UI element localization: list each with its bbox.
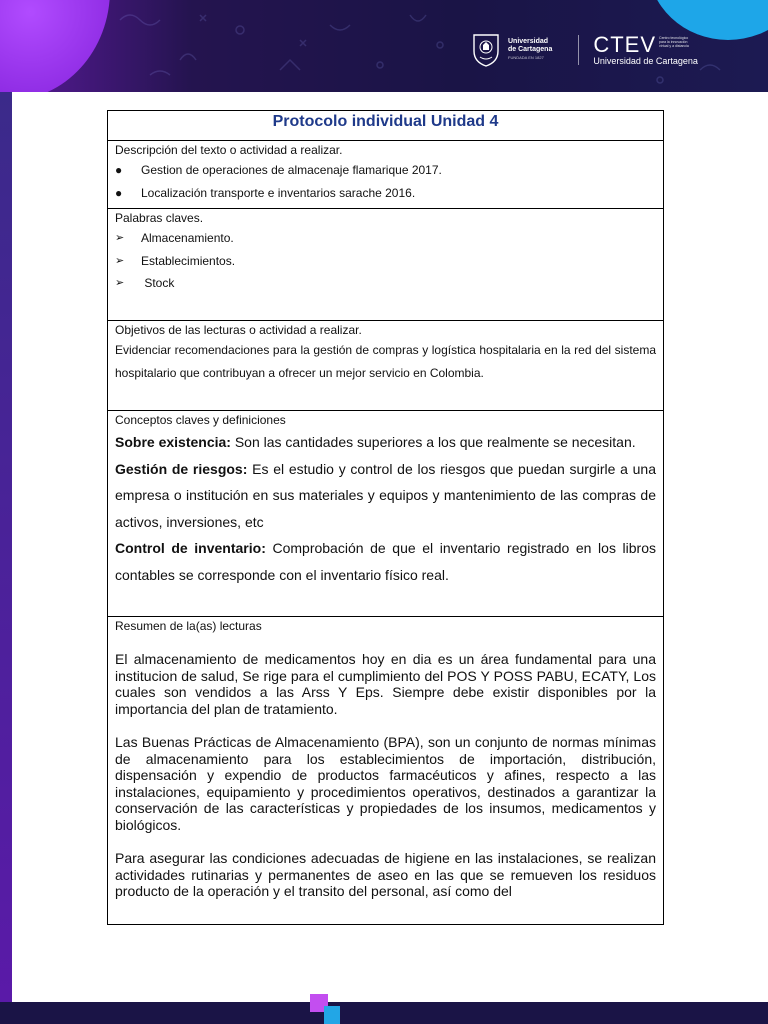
conceptos-section	[108, 411, 664, 617]
logo-divider	[578, 35, 579, 65]
university-seal-icon	[470, 33, 502, 67]
resumen-paragraph: Para asegurar las condiciones adecuadas de higiene en las instalaciones, se realizan actividades rutinarias y permanentes de aseo en las que se remueven los residuos producto de la operación y el transito del personal, así como del	[115, 850, 656, 900]
conceptos-label: Conceptos claves y definiciones	[115, 413, 286, 427]
list-item: ➢ Almacenamiento.	[115, 227, 656, 250]
ctev-description: Centro tecnológico para la innovación virtual y a distancia	[659, 36, 689, 48]
udc-motto: FUNDADA EN 1827	[508, 55, 544, 60]
list-item: ➢ Stock	[115, 272, 656, 295]
ctev-university: Universidad de Cartagena	[593, 56, 698, 66]
palabras-label: Palabras claves.	[115, 211, 204, 225]
bullet-icon: ●	[115, 163, 123, 177]
header-logos	[470, 30, 698, 70]
objetivos-text: Evidenciar recomendaciones para la gestión de compras y logística hospitalaria en la red del sistema hospitalario que contribuyan a ofrecer un mejor servicio en Colombia.	[115, 343, 656, 380]
concept-item: Gestión de riesgos: Es el estudio y control de los riesgos que puedan surgirle a una empresa o institución en sus materiales y equipos y mantenimiento de las compras de activos, inversiones, etc	[115, 460, 657, 530]
palabras-section	[108, 209, 664, 321]
list-item: ➢ Establecimientos.	[115, 250, 656, 273]
resumen-paragraph: El almacenamiento de medicamentos hoy en dia es un área fundamental para una institucion de salud, Se rige para el cumplimiento del POS Y POSS PABU, ECATY, Los cuales son vendidos a las Arss Y Eps. Siempre debe existir disponibles por la importancia del plan de tratamiento.	[115, 651, 656, 717]
objetivos-section	[108, 321, 664, 411]
list-item: ● Localización transporte e inventarios sarache 2016.	[115, 182, 656, 205]
udc-logo	[470, 33, 552, 67]
udc-name-1: Universidad	[508, 38, 549, 45]
left-edge-strip	[0, 92, 12, 1002]
descripcion-label: Descripción del texto o actividad a realizar.	[115, 143, 343, 157]
arrow-bullet-icon: ➢	[115, 232, 125, 244]
resumen-paragraph: Las Buenas Prácticas de Almacenamiento (BPA), son un conjunto de normas mínimas de almacenamiento para los establecimientos de importación, distribución, dispensación y expendio de productos farmacéuticos y afines, respecto a las instalaciones, equipamiento y procedimientos operativos, destinados a garantizar la conservación de las características y propiedades de los insumos, medicamentos y biológicos.	[115, 733, 656, 833]
descripcion-section	[108, 141, 664, 209]
objetivos-label: Objetivos de las lecturas o actividad a realizar.	[115, 323, 362, 337]
concept-item: Sobre existencia: Son las cantidades superiores a los que realmente se necesitan.	[115, 434, 636, 450]
bullet-icon: ●	[115, 185, 123, 200]
resumen-body	[115, 651, 656, 900]
udc-name-2: de Cartagena	[508, 46, 553, 53]
ctev-logo	[593, 34, 698, 66]
resumen-label: Resumen de la(as) lecturas	[115, 619, 262, 633]
ctev-wordmark: CTEV	[593, 32, 657, 57]
arrow-bullet-icon: ➢	[115, 277, 125, 289]
arrow-bullet-icon: ➢	[115, 254, 125, 267]
cyan-square-decoration	[324, 1006, 340, 1024]
list-item: ● Gestion de operaciones de almacenaje flamarique 2017.	[115, 159, 656, 182]
document-title: Protocolo individual Unidad 4	[108, 111, 664, 141]
footer-band	[0, 1002, 768, 1024]
protocol-table	[107, 110, 664, 925]
resumen-section	[108, 617, 664, 925]
header-band	[0, 0, 768, 92]
concept-item: Control de inventario: Comprobación de que el inventario registrado en los libros contables se corresponde con el inventario físico real.	[115, 540, 657, 583]
